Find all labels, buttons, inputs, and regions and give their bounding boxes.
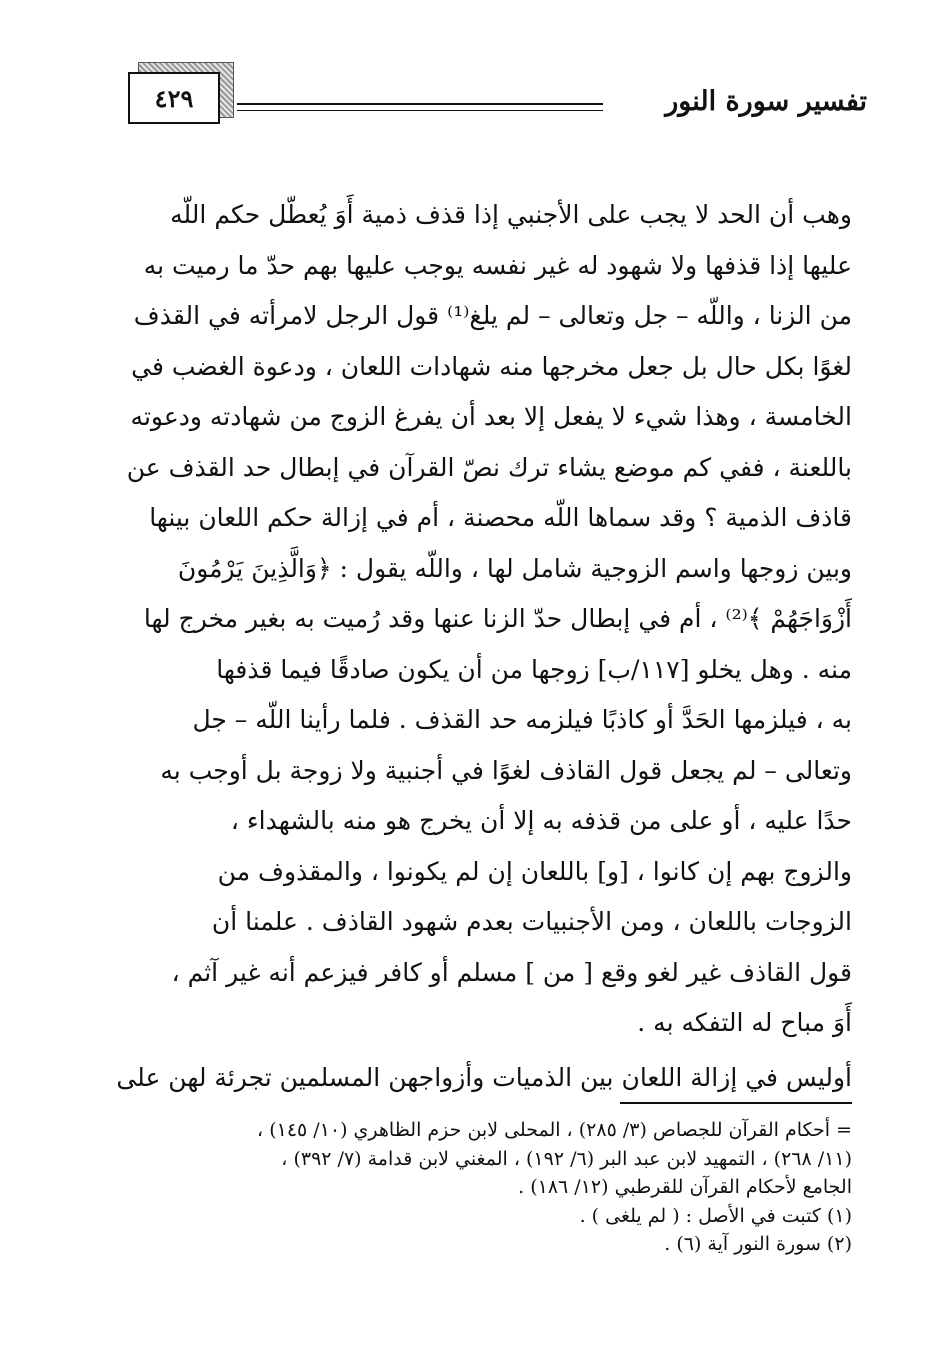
page-number-frame [128,62,232,126]
footnote-line: = أحكام القرآن للجصاص (٣/ ٢٨٥) ، المحلى لابن حزم الظاهري (١٠/ ١٤٥) ، [257,1119,852,1141]
text-line: الزوجات باللعان ، ومن الأجنبيات بعدم شهود القاذف . علمنا أن [211,907,852,936]
text-line: قاذف الذمية ؟ وقد سماها اللّه محصنة ، أم في إزالة حكم اللعان بينها [149,503,852,532]
page-number: ٤٢٩ [128,72,220,124]
footnote-line: الجامع لأحكام القرآن للقرطبي (١٢/ ١٨٦) . [518,1176,852,1198]
text-line: أَوَ مباح له التفكه به . [637,1008,852,1037]
header-rule [237,103,603,105]
text-line: والزوج بهم إن كانوا ، [و] باللعان إن لم يكونوا ، والمقذوف من [217,856,852,886]
text-line: الخامسة ، وهذا شيء لا يفعل إلا بعد أن يفرغ الزوج من شهادته ودعوته [130,402,852,431]
main-text [92,190,852,1049]
text-line: به ، فيلزمها الحَدَّ أو كاذبًا فيلزمه حد القذف . فلما رأينا اللّه – جل [192,705,852,734]
text-line: قول القاذف غير لغو وقع [ من ] مسلم أو كافر فيزعم أنه غير آثم ، [171,957,852,987]
footnote-2: (٢) سورة النور آية (٦) . [664,1233,852,1255]
text-line: وهب أن الحد لا يجب على الأجنبي إذا قذف ذمية أَوَ يُعطّل حكم اللّه [170,200,852,229]
text-line: باللعنة ، ففي كم موضع يشاء ترك نصّ القرآن في إبطال حد القذف عن [126,452,852,482]
footnotes [92,1116,852,1259]
text-line: لغوًا بكل حال بل جعل مخرجها منه شهادات اللعان ، ودعوة الغضب في [131,351,852,381]
continuing-line: أوليس في إزالة اللعان بين الذميات وأزواجهن المسلمين تجرئة لهن على [116,1063,852,1092]
footnote-line: (١١/ ٢٦٨) ، التمهيد لابن عبد البر (٦/ ١٩٢) ، المغني لابن قدامة (٧/ ٣٩٢) ، [281,1147,852,1170]
text-line: وبين زوجها واسم الزوجية شامل لها ، واللّه يقول : ﴿وَالَّذِينَ يَرْمُونَ [177,553,852,583]
text-line: وتعالى – لم يجعل قول القاذف لغوًا في أجنبية ولا زوجة بل أوجب به [160,755,852,785]
text-line: من الزنا ، واللّه – جل وتعالى – لم يلغ⁽¹⁾ قول الرجل لامرأته في القذف [133,301,852,330]
header-rule-thin [237,110,603,111]
page-title: تفسير سورة النور [665,86,867,117]
text-line: منه . وهل يخلو [١١٧/ب] زوجها من أن يكون صادقًا فيما قذفها [216,654,852,684]
footnote-1: (١) كتبت في الأصل : ( لم يلغى ) . [579,1204,852,1227]
text-line: حدًا عليه ، أو على من قذفه به إلا أن يخرج هو منه بالشهداء ، [230,806,852,835]
text-line: أَزْوَاجَهُمْ ﴾⁽²⁾ ، أم في إبطال حدّ الزنا عنها وقد رُميت به بغير مخرج لها [143,604,852,633]
text-line: عليها إذا قذفها ولا شهود له غير نفسه يوجب عليها بهم حدّ ما رميت به [143,250,852,280]
footnote-separator [620,1102,852,1104]
